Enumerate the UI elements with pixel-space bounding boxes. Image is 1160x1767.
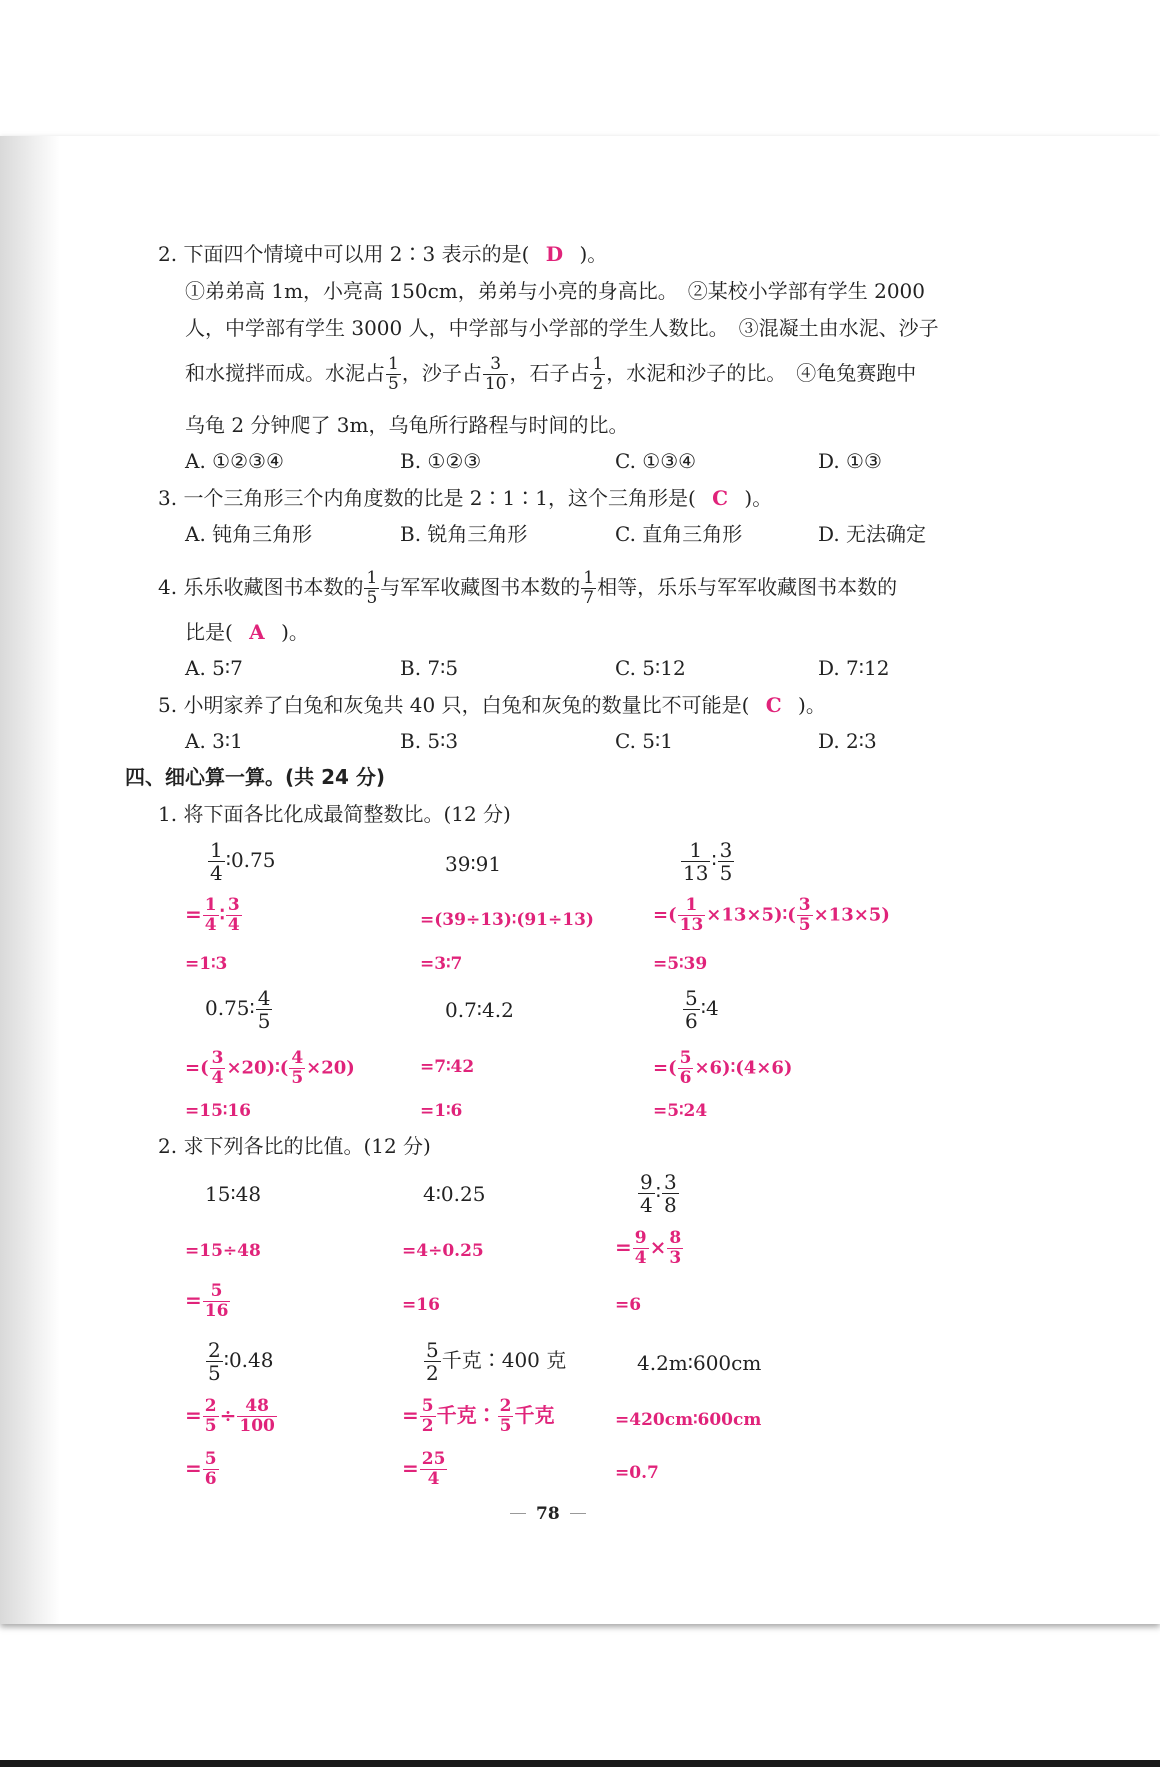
calc2-a-result (185, 1283, 231, 1320)
fraction: $\frac{1}{4}$ (204, 895, 217, 935)
q5-stem-text: 5. 小明家养了白兔和灰兔共 40 只，白兔和灰兔的数量比不可能是( (158, 693, 750, 717)
fraction: $\frac{1}{2}$ (592, 354, 604, 394)
calc1-b-expr: 39∶91 (445, 852, 502, 876)
fraction: $\frac{3}{4}$ (211, 1048, 224, 1088)
step-part: =( (653, 1057, 677, 1079)
fraction: $\frac{5}{2}$ (426, 1338, 439, 1385)
calc2-c-expr (637, 1172, 680, 1215)
q3-option-c: C. 直角三角形 (615, 522, 743, 546)
fraction: $\frac{9}{4}$ (634, 1228, 647, 1268)
q5-option-d: D. 2∶3 (818, 729, 877, 753)
q2-line3-part: 和水搅拌而成。水泥占 (185, 361, 385, 385)
fraction: $\frac{1}{4}$ (210, 838, 223, 885)
calc1-e-result: =1∶6 (420, 1101, 463, 1121)
q5-answer: C (765, 693, 782, 717)
q2-line4: 乌龟 2 分钟爬了 3m，乌龟所行路程与时间的比。 (185, 413, 629, 437)
q2-option-b: B. ①②③ (400, 449, 482, 473)
q4-stem-part: 与军军收藏图书本数的 (380, 575, 581, 599)
q4-stem (158, 570, 897, 607)
calc1-f-expr (682, 988, 719, 1031)
q4-stem-part: 4. 乐乐收藏图书本数的 (158, 575, 364, 599)
q4-line2 (185, 620, 309, 644)
calc1-e-expr: 0.7∶4.2 (445, 998, 514, 1022)
q5-close: )。 (798, 693, 826, 717)
calc1-c-expr (680, 840, 735, 883)
page-number: 78 (536, 1504, 560, 1524)
q2-option-a: A. ①②③④ (185, 449, 284, 473)
q2-line3-part: ，沙子占 (401, 361, 482, 385)
page-footer (500, 1500, 596, 1526)
unit-text: 千克∶ (436, 1403, 497, 1427)
q3-option-b: B. 锐角三角形 (400, 522, 528, 546)
q2-option-d: D. ①③ (818, 449, 882, 473)
divide-sign: ÷ (219, 1403, 237, 1427)
calc2-f-step1: =420cm∶600cm (615, 1410, 762, 1430)
fraction: $\frac{2}{5}$ (208, 1338, 221, 1385)
q3-option-a: A. 钝角三角形 (185, 522, 313, 546)
q5-option-c: C. 5∶1 (615, 729, 673, 753)
q2-line2: 人，中学部有学生 3000 人，中学部与小学部的学生人数比。 ③混凝土由水泥、沙子 (185, 316, 939, 340)
fraction: $\frac{8}{3}$ (669, 1228, 682, 1268)
q2-option-c: C. ①③④ (615, 449, 697, 473)
calc2-c-result: =6 (615, 1295, 642, 1315)
q4-option-a: A. 5∶7 (185, 656, 243, 680)
q4-option-b: B. 7∶5 (400, 656, 459, 680)
calc1-f-result: =5∶24 (653, 1101, 708, 1121)
ratio-sep: ∶ (711, 848, 717, 872)
q2-line3 (185, 356, 916, 393)
q3-stem (158, 486, 772, 510)
calc1-b-step1: =(39÷13)∶(91÷13) (420, 910, 594, 930)
calc2-d-rest: ∶0.48 (223, 1348, 274, 1372)
q4-close: )。 (281, 620, 309, 644)
fraction: $\frac{5}{2}$ (421, 1396, 434, 1436)
ratio-sep: ∶ (219, 902, 225, 926)
q3-option-d: D. 无法确定 (818, 522, 927, 546)
eq: = (185, 1403, 202, 1427)
q2-line3-part: ，石子占 (509, 361, 590, 385)
q4-option-c: C. 5∶12 (615, 656, 686, 680)
eq: = (185, 1288, 202, 1312)
q2-stem-text: 2. 下面四个情境中可以用 2∶3 表示的是( (158, 242, 530, 266)
eq: = (402, 1456, 419, 1480)
q2-close: )。 (579, 242, 608, 266)
q4-answer: A (249, 620, 265, 644)
calc2-b-expr: 4∶0.25 (423, 1182, 486, 1206)
calc1-b-result: =3∶7 (420, 954, 463, 974)
calc2-f-result: =0.7 (615, 1463, 659, 1483)
q2-line1: ①弟弟高 1m，小亮高 150cm，弟弟与小亮的身高比。 ②某校小学部有学生 2000 (185, 279, 925, 303)
fraction: $\frac{1}{13}$ (679, 895, 704, 935)
calc1-a-expr (207, 840, 275, 883)
calc1-d-result: =15∶16 (185, 1101, 251, 1121)
eq: = (615, 1235, 632, 1259)
eq: = (185, 1456, 202, 1480)
q3-answer: C (712, 486, 729, 510)
calc1-a-rest: ∶0.75 (225, 848, 276, 872)
calc1-d-step1 (185, 1050, 355, 1087)
fraction: $\frac{3}{5}$ (719, 838, 733, 885)
q2-stem (158, 242, 607, 266)
footer-dash (570, 1513, 586, 1514)
fraction: $\frac{3}{10}$ (484, 354, 507, 394)
calc2-e-rest: 千克∶400 克 (441, 1348, 567, 1372)
calc1-c-result: =5∶39 (653, 954, 708, 974)
fraction: $\frac{1}{7}$ (583, 568, 595, 608)
q5-stem (158, 693, 826, 717)
fraction: $\frac{1}{13}$ (683, 838, 709, 885)
calc1-a-result: =1∶3 (185, 954, 228, 974)
calc2-d-result (185, 1451, 220, 1488)
fraction: $\frac{5}{6}$ (685, 986, 698, 1033)
q2-line3-part: ，水泥和沙子的比。 ④龟兔赛跑中 (606, 361, 917, 385)
fraction: $\frac{3}{8}$ (663, 1170, 677, 1217)
step-part: ×20)∶( (226, 1057, 289, 1079)
fraction: $\frac{2}{5}$ (204, 1396, 217, 1436)
q4-line2-text: 比是( (185, 620, 233, 644)
calc2-title: 2. 求下列各比的比值。(12 分) (158, 1134, 431, 1158)
step-part: ×20) (306, 1057, 355, 1079)
calc2-a-step1: =15÷48 (185, 1241, 261, 1261)
fraction: $\frac{5}{6}$ (679, 1048, 692, 1088)
calc2-b-result: =16 (402, 1295, 440, 1315)
calc2-f-expr: 4.2m∶600cm (637, 1351, 762, 1375)
fraction: $\frac{4}{5}$ (257, 986, 271, 1033)
fraction: $\frac{3}{5}$ (798, 895, 811, 935)
footer-dash (510, 1513, 526, 1514)
fraction: $\frac{4}{5}$ (291, 1048, 304, 1088)
q5-option-b: B. 5∶3 (400, 729, 459, 753)
eq: = (185, 902, 202, 926)
step-part: =( (653, 904, 677, 926)
calc1-f-step1 (653, 1050, 792, 1087)
section-4-heading: 四、细心算一算。(共 24 分) (125, 765, 386, 789)
viewer-bottom-bar (0, 1760, 1160, 1767)
calc2-c-step1 (615, 1230, 684, 1267)
fraction: $\frac{9}{4}$ (640, 1170, 653, 1217)
unit-text: 千克 (514, 1403, 555, 1427)
q4-option-d: D. 7∶12 (818, 656, 890, 680)
q2-answer: D (545, 242, 564, 266)
calc1-d-pre: 0.75∶ (205, 996, 255, 1020)
calc1-a-step1 (185, 897, 243, 934)
calc2-e-step1 (402, 1398, 554, 1435)
q3-close: )。 (744, 486, 773, 510)
fraction: $\frac{2}{5}$ (499, 1396, 512, 1436)
calc1-title: 1. 将下面各比化成最简整数比。(12 分) (158, 802, 511, 826)
fraction: $\frac{1}{5}$ (388, 354, 399, 394)
fraction: $\frac{3}{4}$ (227, 895, 240, 935)
step-part: ×13×5)∶( (706, 904, 796, 926)
calc1-c-step1 (653, 897, 890, 934)
calc1-f-rest: ∶4 (700, 996, 719, 1020)
step-part: ×6)∶(4×6) (694, 1057, 793, 1079)
q4-stem-part: 相等，乐乐与军军收藏图书本数的 (597, 575, 898, 599)
fraction: $\frac{5}{6}$ (204, 1449, 217, 1489)
calc2-e-expr (423, 1340, 566, 1383)
fraction: $\frac{5}{16}$ (204, 1281, 229, 1321)
times-sign: × (649, 1235, 667, 1259)
q5-option-a: A. 3∶1 (185, 729, 243, 753)
q3-stem-text: 3. 一个三角形三个内角度数的比是 2∶1∶1，这个三角形是( (158, 486, 696, 510)
calc1-d-expr (205, 988, 273, 1031)
calc2-d-expr (205, 1340, 273, 1383)
calc2-a-expr: 15∶48 (205, 1182, 262, 1206)
fraction: $\frac{1}{5}$ (366, 568, 378, 608)
fraction: $\frac{48}{100}$ (239, 1396, 275, 1436)
step-part: ×13×5) (813, 904, 890, 926)
fraction: $\frac{25}{4}$ (421, 1449, 446, 1489)
calc2-e-result (402, 1451, 448, 1488)
step-part: =( (185, 1057, 209, 1079)
calc2-b-step1: =4÷0.25 (402, 1241, 484, 1261)
calc1-e-step1: =7∶42 (420, 1057, 475, 1077)
calc2-d-step1 (185, 1398, 278, 1435)
ratio-sep: ∶ (655, 1180, 661, 1204)
eq: = (402, 1403, 419, 1427)
